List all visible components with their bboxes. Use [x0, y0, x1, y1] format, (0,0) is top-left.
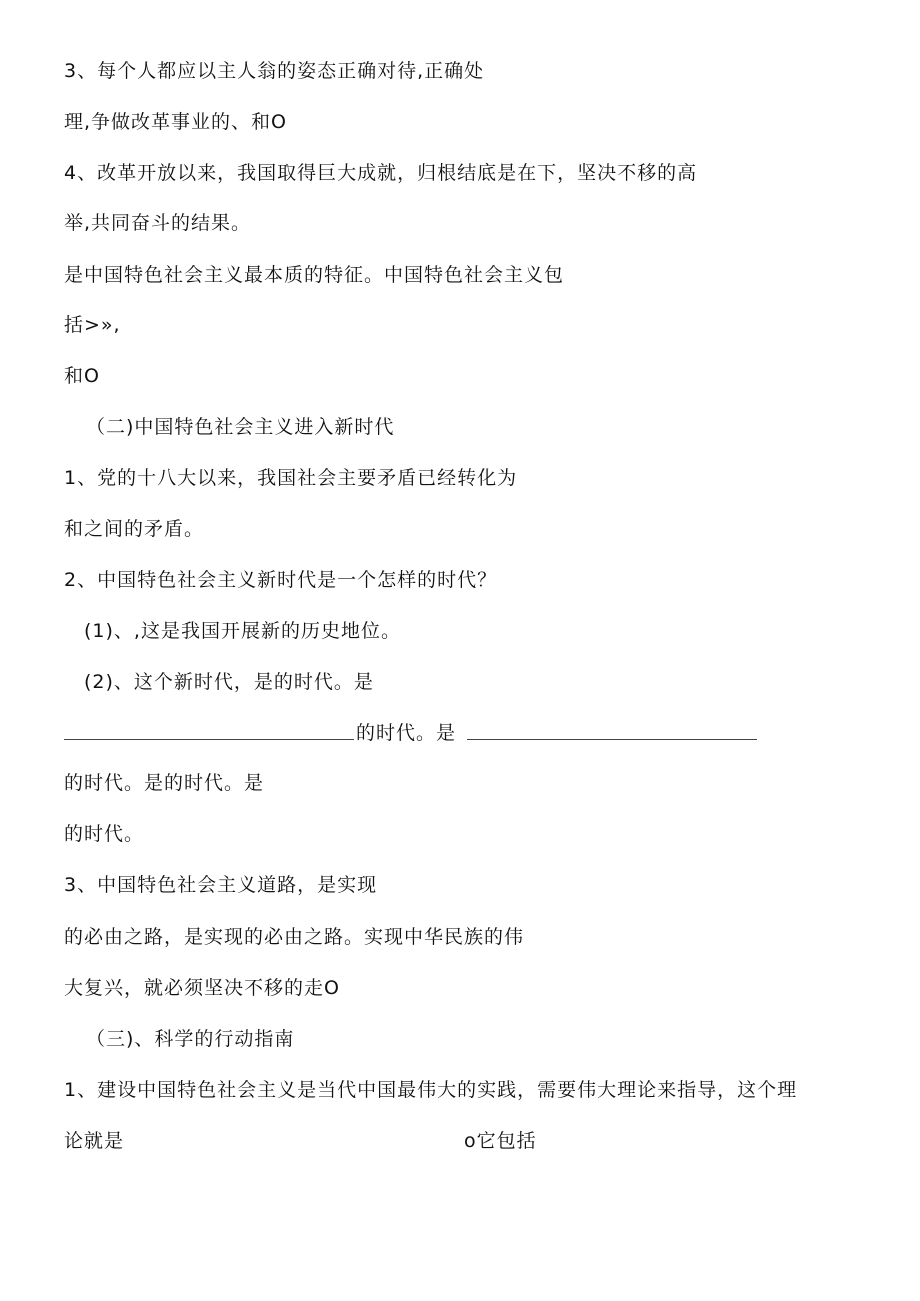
- blank-underline-2: [467, 739, 757, 740]
- text-line-23: o它包括: [464, 1130, 537, 1152]
- text-line-9: 1、党的十八大以来，我国社会主要矛盾已经转化为: [64, 467, 518, 489]
- text-line-22: 论就是: [64, 1130, 125, 1152]
- text-line-11: 2、中国特色社会主义新时代是一个怎样的时代？: [64, 569, 498, 591]
- text-line-3: 4、改革开放以来，我国取得巨大成就，归根结底是在下，坚决不移的高: [64, 162, 698, 184]
- text-line-1: 3、每个人都应以主人翁的姿态正确对待,正确处: [64, 60, 485, 82]
- text-line-14: 的时代。是: [356, 722, 457, 744]
- section-heading-3: （三)、科学的行动指南: [86, 1028, 295, 1050]
- text-line-6: 括>»,: [64, 314, 121, 336]
- text-line-17: 3、中国特色社会主义道路，是实现: [64, 874, 378, 896]
- text-line-12: (1)、,这是我国开展新的历史地位。: [84, 620, 401, 642]
- section-heading-2: （二)中国特色社会主义进入新时代: [86, 416, 395, 438]
- text-line-18: 的必由之路，是实现的必由之路。实现中华民族的伟: [64, 926, 525, 948]
- text-line-7: 和O: [64, 365, 100, 387]
- text-line-4: 举,共同奋斗的结果。: [64, 212, 252, 234]
- text-line-15: 的时代。是的时代。是: [64, 772, 265, 794]
- text-line-10: 和之间的矛盾。: [64, 518, 205, 540]
- text-line-13: (2)、这个新时代，是的时代。是: [84, 671, 374, 693]
- text-line-2: 理,争做改革事业的、和O: [64, 111, 287, 133]
- text-line-16: 的时代。: [64, 823, 145, 845]
- blank-underline-1: [64, 739, 354, 740]
- text-line-19: 大复兴，就必须坚决不移的走O: [64, 977, 340, 999]
- text-line-21: 1、建设中国特色社会主义是当代中国最伟大的实践，需要伟大理论来指导，这个理: [64, 1079, 798, 1101]
- text-line-5: 是中国特色社会主义最本质的特征。中国特色社会主义包: [64, 264, 565, 286]
